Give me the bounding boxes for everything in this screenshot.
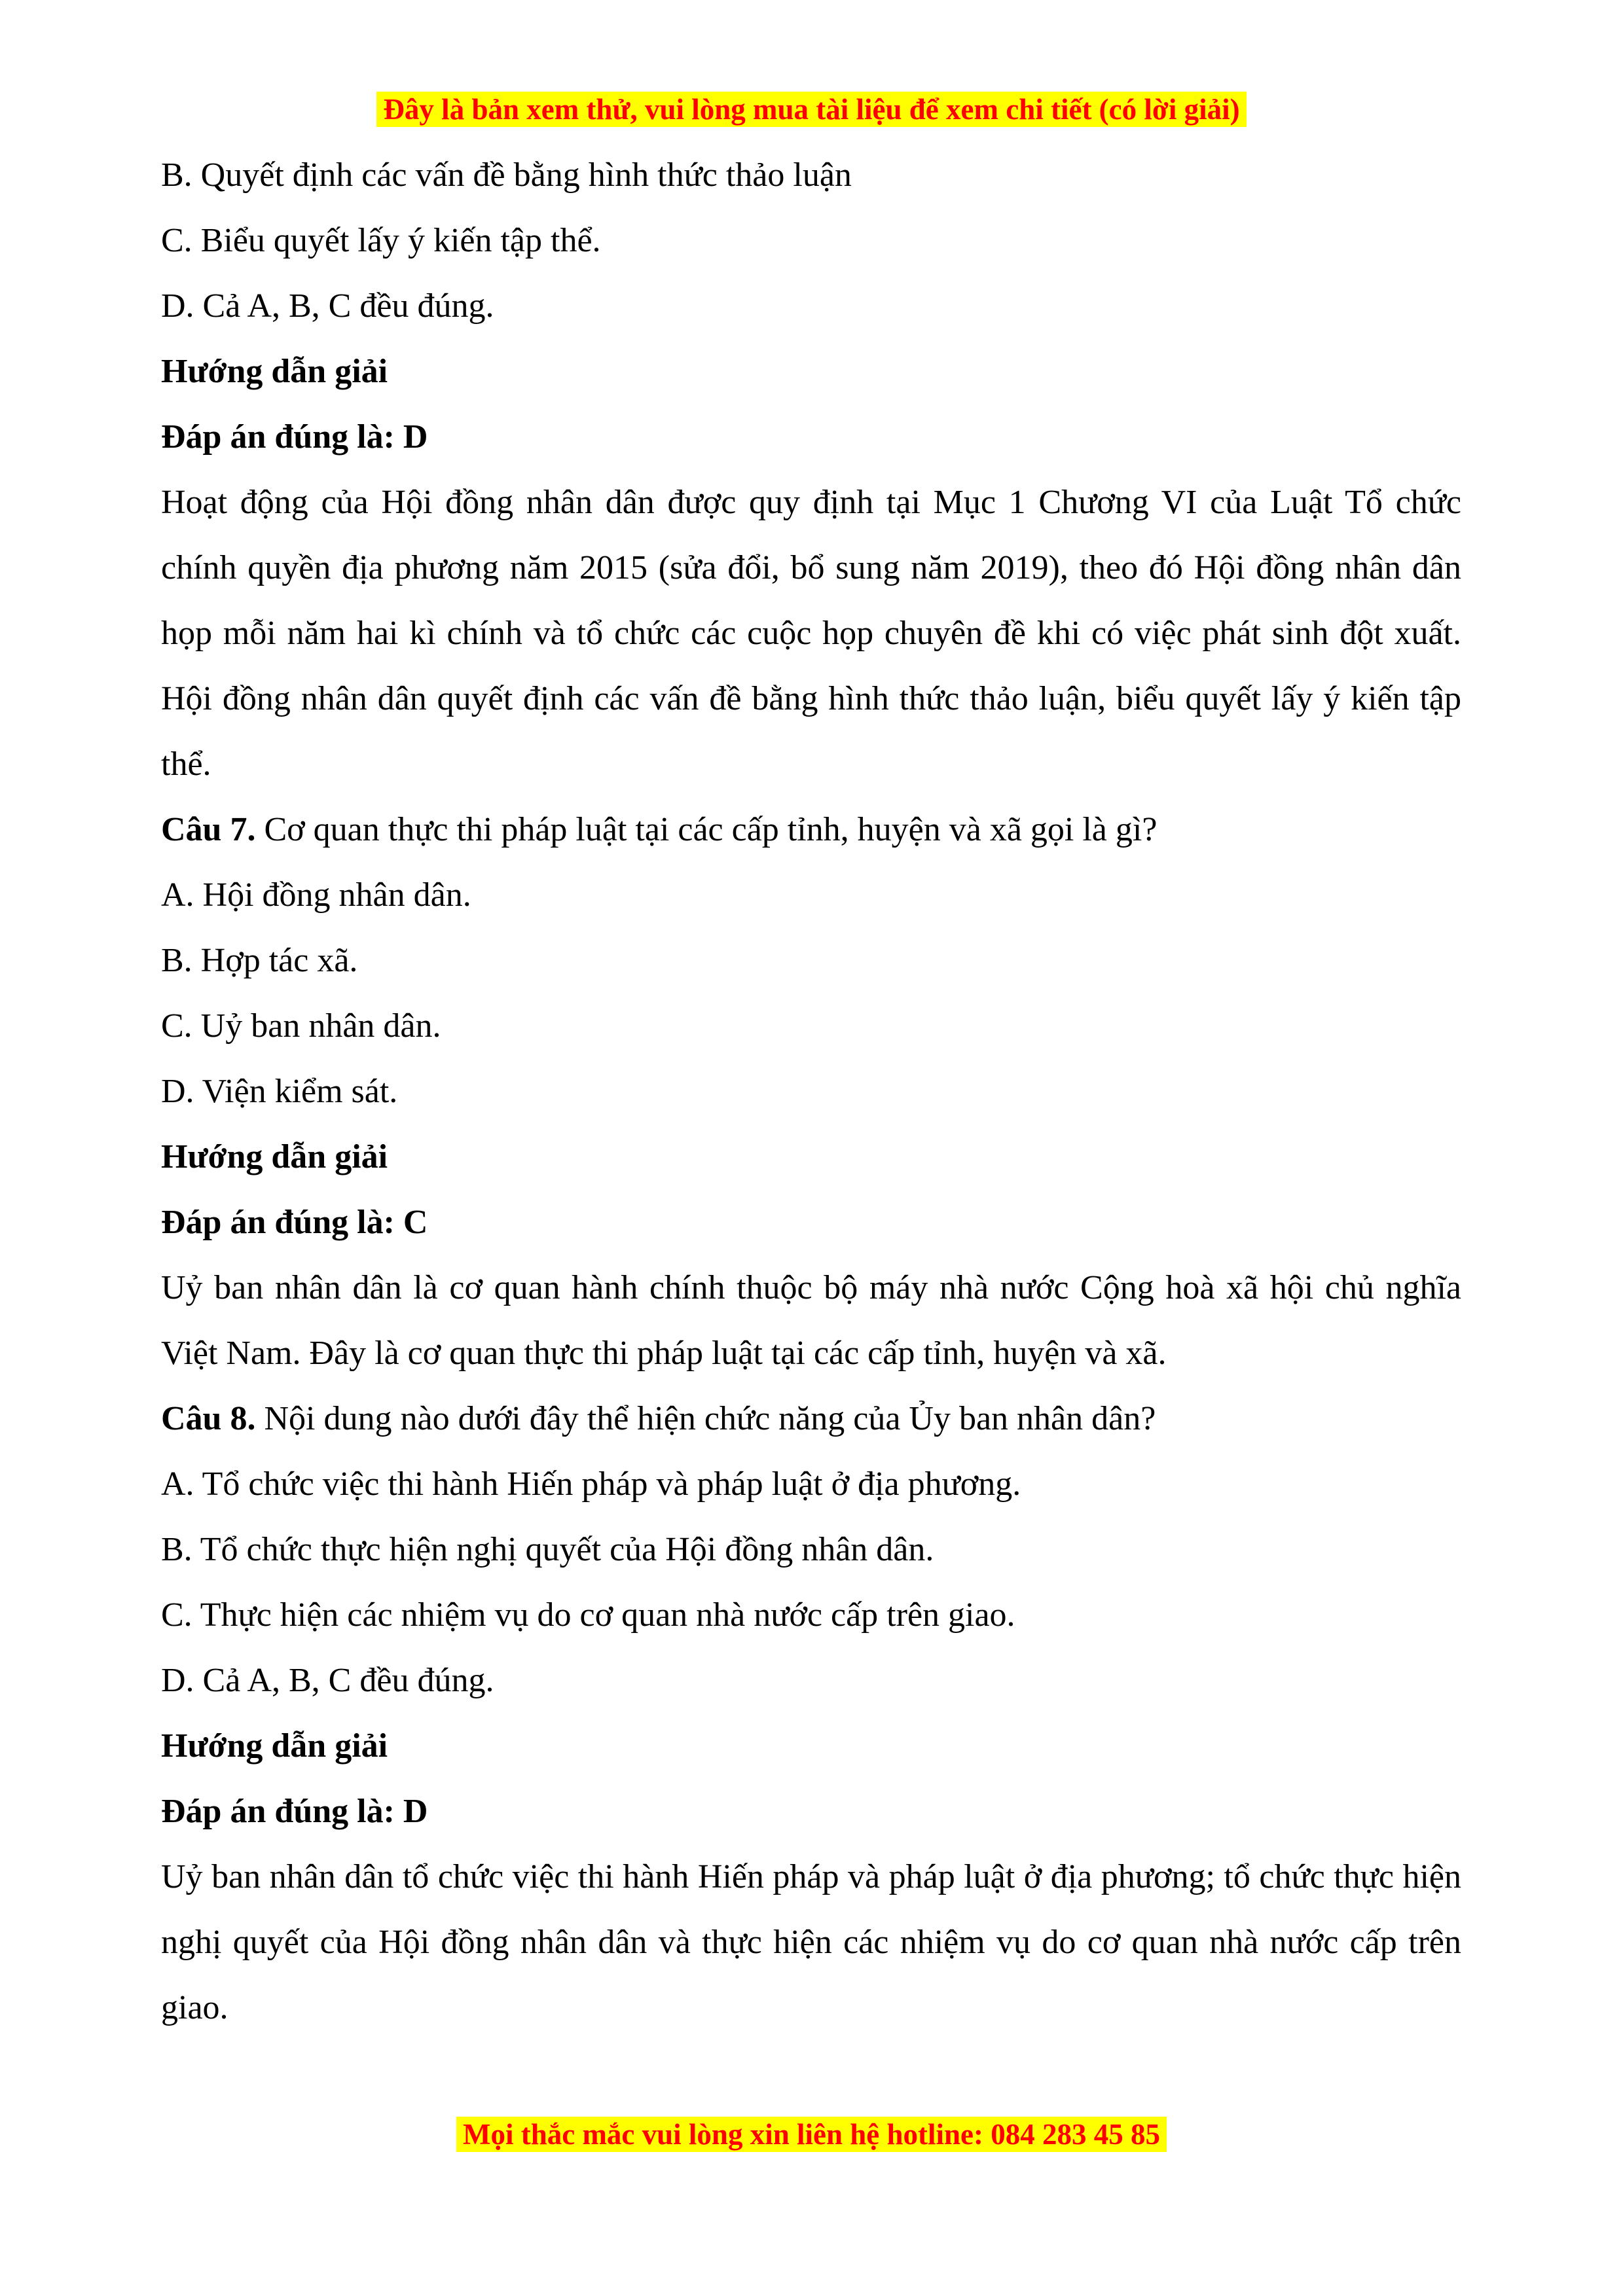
explanation-paragraph: Uỷ ban nhân dân là cơ quan hành chính thuộc bộ máy nhà nước Cộng hoà xã hội chủ nghĩa Việt Nam. Đây là cơ quan thực thi pháp luật tại các cấp tỉnh, huyện và xã. — [161, 1269, 1461, 1372]
correct-answer-line: Đáp án đúng là: D — [161, 1793, 428, 1830]
solution-heading: Hướng dẫn giải — [161, 1138, 388, 1175]
correct-answer-line: Đáp án đúng là: D — [161, 418, 428, 456]
question-8-text: Nội dung nào dưới đây thể hiện chức năng của Ủy ban nhân dân? — [255, 1400, 1156, 1437]
answer-option: D. Viện kiểm sát. — [161, 1073, 398, 1110]
question-8-number: Câu 8. — [161, 1400, 256, 1437]
question-7-line — [161, 797, 1461, 863]
answer-option: C. Thực hiện các nhiệm vụ do cơ quan nhà nước cấp trên giao. — [161, 1596, 1015, 1634]
explanation-paragraph: Hoạt động của Hội đồng nhân dân được quy định tại Mục 1 Chương VI của Luật Tổ chức chính quyền địa phương năm 2015 (sửa đổi, bổ sung năm 2019), theo đó Hội đồng nhân dân họp mỗi năm hai kì chính và tổ chức các cuộc họp chuyên đề khi có việc phát sinh đột xuất. Hội đồng nhân dân quyết định các vấn đề bằng hình thức thảo luận, biểu quyết lấy ý kiến tập thể. — [161, 484, 1461, 783]
answer-option: B. Hợp tác xã. — [161, 942, 358, 979]
question-7-number: Câu 7. — [161, 811, 256, 848]
answer-option: C. Biểu quyết lấy ý kiến tập thể. — [161, 222, 601, 259]
preview-notice-text: Đây là bản xem thử, vui lòng mua tài liệu để xem chi tiết (có lời giải) — [376, 92, 1246, 127]
answer-option: D. Cả A, B, C đều đúng. — [161, 287, 494, 325]
question-7-text: Cơ quan thực thi pháp luật tại các cấp tỉnh, huyện và xã gọi là gì? — [255, 811, 1158, 848]
answer-option: B. Tổ chức thực hiện nghị quyết của Hội đồng nhân dân. — [161, 1531, 934, 1568]
explanation-paragraph: Uỷ ban nhân dân tổ chức việc thi hành Hiến pháp và pháp luật ở địa phương; tổ chức thực hiện nghị quyết của Hội đồng nhân dân và thực hiện các nhiệm vụ do cơ quan nhà nước cấp trên giao. — [161, 1858, 1461, 2026]
answer-option: A. Tổ chức việc thi hành Hiến pháp và pháp luật ở địa phương. — [161, 1465, 1021, 1503]
document-body — [161, 143, 1461, 2041]
solution-heading: Hướng dẫn giải — [161, 353, 388, 390]
solution-heading: Hướng dẫn giải — [161, 1727, 388, 1765]
answer-option: A. Hội đồng nhân dân. — [161, 876, 471, 914]
answer-option: D. Cả A, B, C đều đúng. — [161, 1662, 494, 1699]
question-8-line — [161, 1386, 1461, 1452]
hotline-banner — [0, 2115, 1623, 2154]
preview-notice-banner — [0, 90, 1623, 129]
correct-answer-line: Đáp án đúng là: C — [161, 1204, 428, 1241]
hotline-text: Mọi thắc mắc vui lòng xin liên hệ hotline: 084 283 45 85 — [456, 2117, 1167, 2152]
answer-option: B. Quyết định các vấn đề bằng hình thức thảo luận — [161, 156, 852, 194]
answer-option: C. Uỷ ban nhân dân. — [161, 1007, 441, 1045]
